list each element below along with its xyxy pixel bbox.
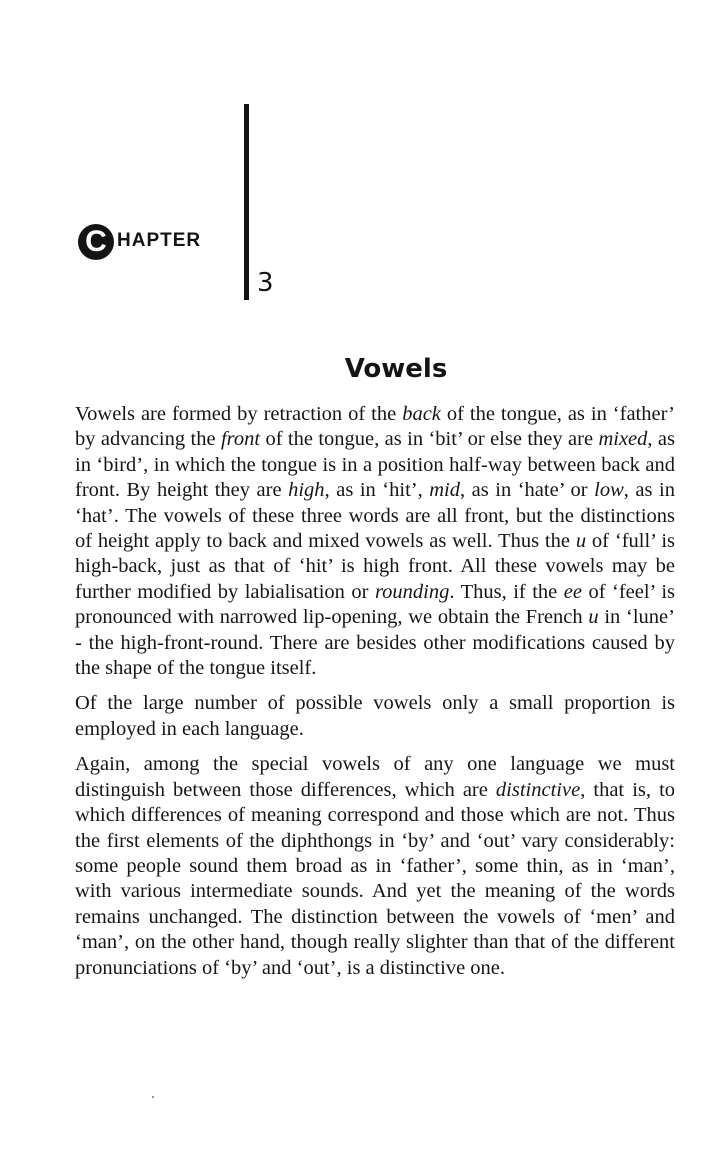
- text-run: . Thus, if the: [449, 580, 564, 603]
- italic-term: u: [588, 606, 599, 629]
- italic-term: ee: [563, 580, 582, 603]
- italic-term: front: [220, 428, 261, 451]
- text-run: , as in ‘hate’ or: [460, 479, 595, 502]
- italic-term: low: [594, 479, 624, 502]
- paragraph-2: [75, 691, 675, 742]
- text-run: , as in ‘bird’, in which the tongue is in a position half-way between back and front. By height they are: [75, 428, 675, 502]
- italic-term: distinctive: [495, 778, 581, 801]
- text-run: Again, among the special vowels of any one language we must distinguish between those differences, which are: [75, 753, 675, 801]
- paragraph-3: [75, 752, 675, 981]
- text-run: of ‘feel’ is pronounced with narrowed lip-opening, we obtain the French: [75, 580, 676, 629]
- text-run: Vowels are formed by retraction of the: [75, 403, 403, 425]
- text-run: Of the large number of possible vowels only a small proportion is employed in each language.: [75, 692, 675, 740]
- chapter-divider-rule: [244, 104, 249, 300]
- body-text: [75, 402, 675, 991]
- italic-term: rounding: [374, 580, 450, 603]
- italic-term: high: [288, 479, 325, 502]
- text-run: , as in ‘hit’,: [324, 479, 430, 502]
- page-speck: [152, 1096, 154, 1098]
- chapter-label: HAPTER: [117, 230, 202, 251]
- text-run: in ‘lune’ - the high-front-round. There are besides other modifications caused by the shape of the tongue itself.: [75, 606, 675, 680]
- text-run: , as in ‘hat’. The vowels of these three words are all front, but the distinctions of height apply to back and mixed vowels as well. Thus the: [75, 479, 675, 553]
- italic-term: mixed: [598, 428, 648, 451]
- page-title: Vowels: [344, 354, 448, 384]
- text-run: , that is, to which differences of meaning correspond and those which are not. Thus the first elements of the diphthongs in ‘by’ and ‘out’ vary considerably: some people sound them broad as in ‘father’, some thin, as in ‘man’, with various intermediate sounds. And yet the meaning of the words remains unchanged. The distinction between the vowels of ‘men’ and ‘man’, on the other hand, though really slighter than that of the different pronunciations of ‘by’ and ‘out’, is a distinctive one.: [75, 778, 676, 979]
- italic-term: back: [402, 403, 441, 425]
- italic-term: u: [575, 530, 587, 553]
- text-run: of the tongue, as in ‘father’ by advancing the: [75, 403, 675, 451]
- text-run: of ‘full’ is high-back, just as that of ‘hit’ is high front. All these vowels may be further modified by labialisation or: [75, 530, 675, 603]
- chapter-number: 3: [257, 268, 274, 298]
- italic-term: mid: [429, 479, 460, 502]
- text-run: of the tongue, as in ‘bit’ or else they are: [260, 428, 599, 451]
- paragraph-1: [75, 402, 675, 681]
- chapter-initial-badge: C: [78, 224, 114, 260]
